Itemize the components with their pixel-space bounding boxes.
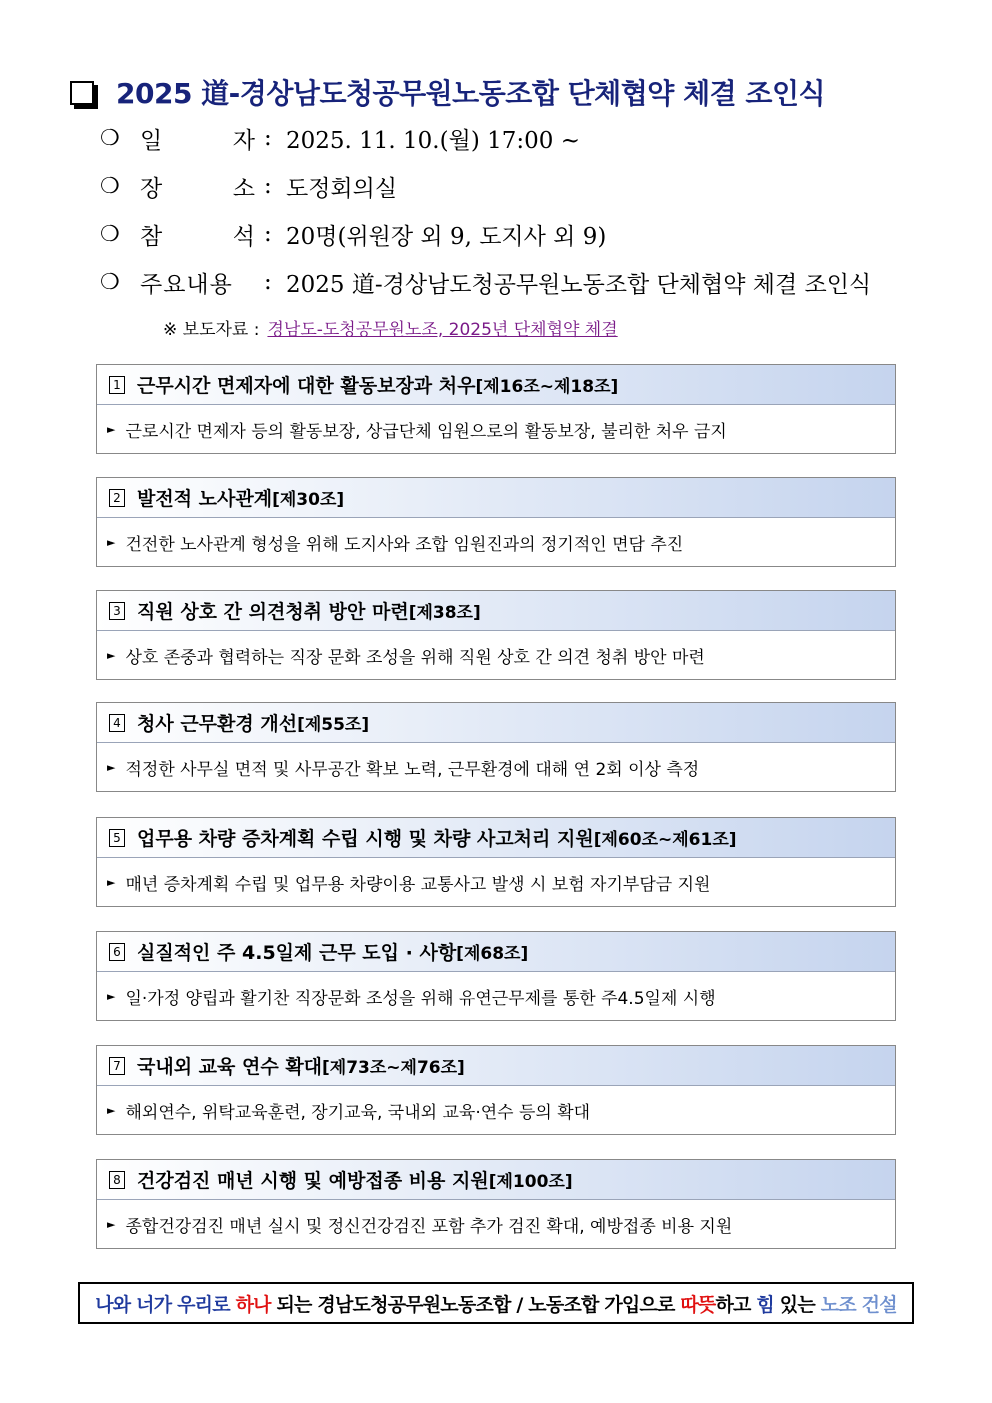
info-label-char: 자	[232, 127, 256, 154]
triangle-bullet-icon: ►	[107, 1103, 116, 1117]
section-3	[96, 590, 896, 680]
section-2	[96, 477, 896, 567]
info-label-char: 소	[232, 175, 256, 202]
section-description: 일·가정 양립과 활기찬 직장문화 조성을 위해 유연근무제를 통한 주4.5일제 시행	[125, 988, 716, 1009]
slogan-segment: 하고	[715, 1293, 757, 1316]
section-6	[96, 931, 896, 1021]
section-title: 업무용 차량 증차계획 수립 시행 및 차량 사고처리 지원	[137, 828, 594, 850]
section-description: 상호 존중과 협력하는 직장 문화 조성을 위해 직원 상호 간 의견 청취 방안 마련	[125, 647, 705, 668]
section-8	[96, 1159, 896, 1249]
triangle-bullet-icon: ►	[107, 1217, 116, 1231]
section-number-box: 6	[109, 943, 125, 961]
section-1	[96, 364, 896, 454]
info-label	[140, 170, 264, 203]
section-5	[96, 817, 896, 907]
section-article-ref: [제38조]	[408, 603, 481, 623]
info-label-char: 참	[140, 223, 164, 250]
info-label-char: 일	[140, 127, 164, 154]
section-header	[97, 1046, 895, 1086]
info-value: 도정회의실	[286, 175, 398, 202]
section-header	[97, 703, 895, 743]
info-colon: :	[264, 221, 272, 247]
section-body	[97, 972, 895, 1020]
info-row	[100, 166, 930, 206]
info-value: 2025. 11. 10.(월) 17:00 ~	[286, 127, 580, 154]
section-article-ref: [제68조]	[456, 944, 529, 964]
section-description: 근로시간 면제자 등의 활동보장, 상급단체 임원으로의 활동보장, 불리한 처우 금지	[125, 421, 727, 442]
triangle-bullet-icon: ►	[107, 875, 116, 889]
info-value: 2025 道-경상남도청공무원노동조합 단체협약 체결 조인식	[286, 271, 872, 298]
info-row	[100, 118, 930, 158]
triangle-bullet-icon: ►	[107, 422, 116, 436]
info-colon: :	[264, 125, 272, 151]
circle-bullet-icon: ❍	[100, 269, 120, 295]
checkbox-square-icon	[70, 81, 94, 105]
section-article-ref: [제55조]	[297, 715, 370, 735]
section-number-box: 2	[109, 489, 125, 507]
document-title: 2025 道-경상남도청공무원노동조합 단체협약 체결 조인식	[116, 77, 826, 110]
section-number-box: 4	[109, 714, 125, 732]
section-body	[97, 631, 895, 679]
section-header	[97, 365, 895, 405]
section-description: 종합건강검진 매년 실시 및 정신건강검진 포함 추가 검진 확대, 예방접종 비용 지원	[125, 1216, 733, 1237]
section-7	[96, 1045, 896, 1135]
slogan-segment: 힘	[756, 1293, 774, 1316]
section-article-ref: [제73조~제76조]	[322, 1058, 465, 1078]
section-article-ref: [제30조]	[272, 490, 345, 510]
circle-bullet-icon: ❍	[100, 173, 120, 199]
slogan-segment: 나와 너가 우리로	[95, 1293, 236, 1316]
triangle-bullet-icon: ►	[107, 535, 116, 549]
section-body	[97, 1200, 895, 1248]
section-body	[97, 1086, 895, 1134]
note-prefix: ※ 보도자료 :	[163, 319, 260, 340]
info-row	[100, 262, 930, 302]
info-row	[100, 214, 930, 254]
section-header	[97, 1160, 895, 1200]
press-release-note	[163, 313, 618, 341]
section-number-box: 7	[109, 1057, 125, 1075]
section-article-ref: [제60조~제61조]	[593, 830, 737, 850]
section-number-box: 8	[109, 1171, 125, 1189]
section-description: 건전한 노사관계 형성을 위해 도지사와 조합 임원진과의 정기적인 면담 추진	[125, 534, 684, 555]
section-title: 청사 근무환경 개선	[137, 713, 298, 735]
info-label: 주요내용	[140, 271, 233, 298]
info-colon: :	[264, 269, 272, 295]
section-header	[97, 932, 895, 972]
slogan-segment: 있는	[773, 1293, 821, 1316]
triangle-bullet-icon: ►	[107, 648, 116, 662]
section-title: 실질적인 주 4.5일제 근무 도입 · 사항	[137, 942, 457, 964]
section-description: 해외연수, 위탁교육훈련, 장기교육, 국내외 교육·연수 등의 확대	[125, 1102, 591, 1123]
circle-bullet-icon: ❍	[100, 221, 120, 247]
section-number-box: 5	[109, 829, 125, 847]
slogan-segment: 따뜻	[680, 1293, 716, 1316]
section-header	[97, 591, 895, 631]
section-title: 건강검진 매년 시행 및 예방접종 비용 지원	[137, 1170, 489, 1192]
section-number-box: 1	[109, 376, 125, 394]
section-header	[97, 478, 895, 518]
section-body	[97, 743, 895, 791]
section-description: 매년 증차계획 수립 및 업무용 차량이용 교통사고 발생 시 보험 자기부담금 지원	[125, 874, 711, 895]
slogan-segment: 노조 건설	[820, 1293, 897, 1316]
info-colon: :	[264, 173, 272, 199]
union-slogan-banner	[78, 1282, 914, 1324]
section-4	[96, 702, 896, 792]
info-label	[140, 122, 264, 155]
triangle-bullet-icon: ►	[107, 760, 116, 774]
section-description: 적정한 사무실 면적 및 사무공간 확보 노력, 근무환경에 대해 연 2회 이상 측정	[125, 759, 700, 780]
info-label-char: 석	[232, 223, 256, 250]
info-label	[140, 218, 264, 251]
section-body	[97, 405, 895, 453]
section-title: 국내외 교육 연수 확대	[137, 1056, 323, 1078]
section-article-ref: [제100조]	[488, 1172, 573, 1192]
info-value: 20명(위원장 외 9, 도지사 외 9)	[286, 223, 607, 250]
section-body	[97, 518, 895, 566]
section-title: 직원 상호 간 의견청취 방안 마련	[137, 601, 409, 623]
section-article-ref: [제16조~제18조]	[475, 377, 619, 397]
section-title: 근무시간 면제자에 대한 활동보장과 처우	[137, 375, 476, 397]
slogan-segment: 하나	[235, 1293, 271, 1316]
section-body	[97, 858, 895, 906]
slogan-segment: 되는 경남도청공무원노동조합 / 노동조합 가입으로	[270, 1293, 681, 1316]
section-header	[97, 818, 895, 858]
title-row	[70, 70, 930, 114]
circle-bullet-icon: ❍	[100, 125, 120, 151]
section-number-box: 3	[109, 602, 125, 620]
triangle-bullet-icon: ►	[107, 989, 116, 1003]
press-release-link[interactable]: 경남도-도청공무원노조, 2025년 단체협약 체결	[267, 319, 618, 340]
section-title: 발전적 노사관계	[137, 488, 273, 510]
info-label-char: 장	[140, 175, 164, 202]
